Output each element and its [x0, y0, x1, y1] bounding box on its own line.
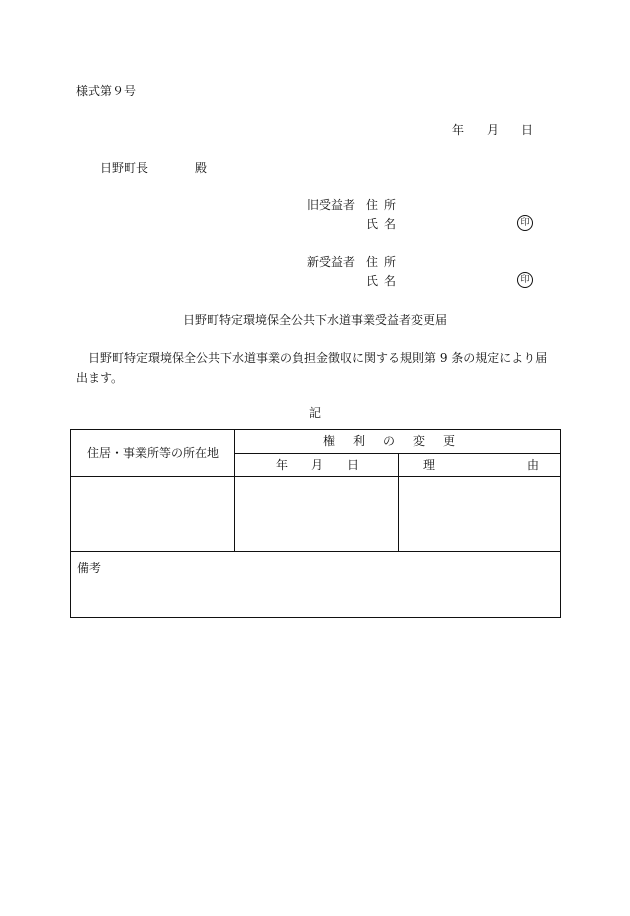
- addressee-honorific: 殿: [195, 161, 208, 175]
- divider-remarks: [71, 551, 561, 552]
- remarks-label: 備考: [77, 561, 102, 575]
- old-beneficiary-label: 旧受益者: [307, 198, 356, 212]
- date-month: 月: [487, 123, 500, 137]
- ki-label: 記: [308, 406, 321, 420]
- date-year-header: 年: [276, 458, 289, 472]
- old-seal-icon: 印: [517, 215, 533, 231]
- new-address-label: 住所: [366, 255, 403, 269]
- new-beneficiary-label: 新受益者: [307, 255, 356, 269]
- date-day-header: 日: [347, 458, 360, 472]
- divider-location: [234, 430, 235, 551]
- body-text: 日野町特定環境保全公共下水道事業の負担金徴収に関する規則第 9 条の規定により届出ます。: [76, 351, 548, 385]
- location-header: 住居・事業所等の所在地: [87, 446, 220, 460]
- divider-date-reason: [398, 453, 399, 551]
- old-name-label: 氏名: [366, 217, 403, 231]
- new-name-label: 氏名: [366, 274, 403, 288]
- reason-header-ri: 理: [423, 458, 436, 472]
- rights-change-header: 権利の変更: [323, 434, 474, 448]
- reason-header-yu: 由: [527, 458, 540, 472]
- addressee: 日野町長: [100, 161, 149, 175]
- document-title: 日野町特定環境保全公共下水道事業受益者変更届: [182, 313, 447, 327]
- record-table: [70, 429, 561, 618]
- date-day: 日: [521, 123, 534, 137]
- old-address-label: 住所: [366, 198, 403, 212]
- form-number: 様式第９号: [76, 84, 137, 98]
- new-seal-icon: 印: [517, 272, 533, 288]
- divider-header: [71, 476, 561, 477]
- date-month-header: 月: [311, 458, 324, 472]
- date-year: 年: [452, 123, 465, 137]
